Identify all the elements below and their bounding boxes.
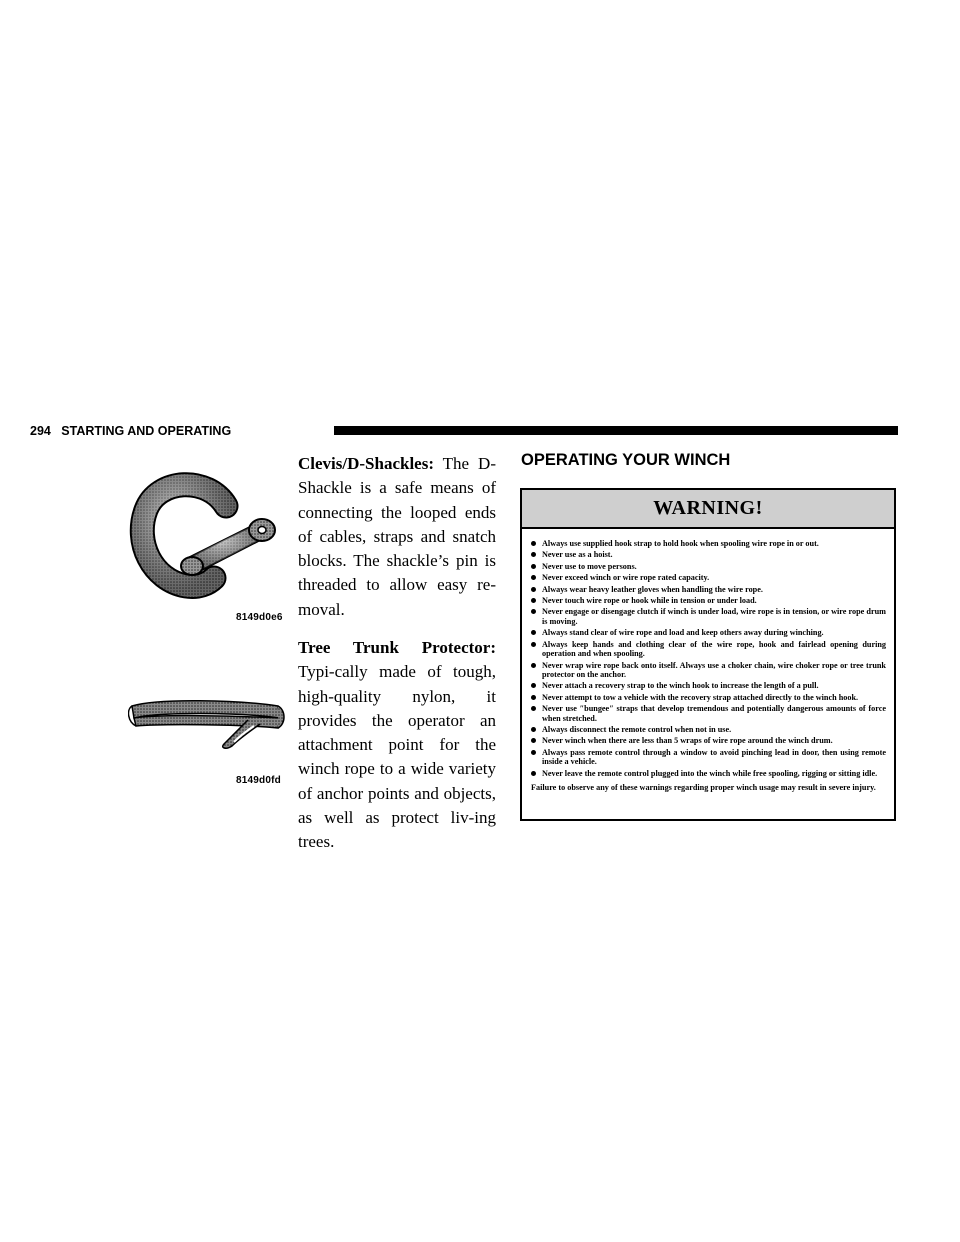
section-name: STARTING AND OPERATING <box>61 424 232 438</box>
warning-item: Never attempt to tow a vehicle with the recovery strap attached directly to the winch hook. <box>531 693 886 703</box>
warning-item: Never use to move persons. <box>531 562 886 572</box>
warning-item: Always keep hands and clothing clear of the wire rope, hook and fairlead opening during operation and when spooling. <box>531 640 886 659</box>
page-header-text <box>30 424 231 438</box>
warning-item: Always disconnect the remote control when not in use. <box>531 725 886 735</box>
warning-list <box>522 539 894 778</box>
section-title: OPERATING YOUR WINCH <box>521 451 731 469</box>
warning-item: Never wrap wire rope back onto itself. Always use a choker chain, wire choker rope or tree trunk protector on the anchor. <box>531 661 886 680</box>
warning-item: Never use as a hoist. <box>531 550 886 560</box>
warning-item: Always wear heavy leather gloves when handling the wire rope. <box>531 585 886 595</box>
warning-item: Never exceed winch or wire rope rated capacity. <box>531 573 886 583</box>
header-rule <box>334 426 898 435</box>
warning-item: Never touch wire rope or hook while in tension or under load. <box>531 596 886 606</box>
page-number: 294 <box>30 424 51 438</box>
warning-item: Always stand clear of wire rope and load and keep others away during winching. <box>531 628 886 638</box>
figure-code-shackle: 8149d0e6 <box>236 612 283 623</box>
warning-item: Never engage or disengage clutch if winch is under load, wire rope is in tension, or wire rope drum is moving. <box>531 607 886 626</box>
tree-trunk-protector-illustration <box>128 690 288 750</box>
shackle-body: The D-Shackle is a safe means of connecting the looped ends of cables, straps and snatch blocks. The shackle’s pin is threaded to allow easy re-moval. <box>298 454 496 619</box>
warning-item: Always use supplied hook strap to hold hook when spooling wire rope in or out. <box>531 539 886 549</box>
shackle-paragraph <box>298 452 496 622</box>
protector-paragraph <box>298 636 496 855</box>
warning-item: Always pass remote control through a window to avoid pinching lead in door, then using remote inside a vehicle. <box>531 748 886 767</box>
shackle-lead: Clevis/D-Shackles: <box>298 454 434 473</box>
page-header <box>30 424 898 438</box>
protector-lead: Tree Trunk Protector: <box>298 638 496 657</box>
d-shackle-illustration <box>128 470 280 605</box>
warning-box <box>520 488 896 821</box>
protector-body: Typi-cally made of tough, high-quality nylon, it provides the operator an attachment point for the winch rope to a wide variety of anchor points and objects, as well as protect liv-ing trees. <box>298 662 496 852</box>
warning-item: Never winch when there are less than 5 wraps of wire rope around the winch drum. <box>531 736 886 746</box>
warning-footer: Failure to observe any of these warnings regarding proper winch usage may result in severe injury. <box>531 783 876 793</box>
figure-code-protector: 8149d0fd <box>236 775 281 786</box>
warning-item: Never attach a recovery strap to the winch hook to increase the length of a pull. <box>531 681 886 691</box>
warning-heading: WARNING! <box>522 490 894 529</box>
warning-item: Never leave the remote control plugged into the winch while free spooling, rigging or sitting idle. <box>531 769 886 779</box>
warning-item: Never use ″bungee″ straps that develop tremendous and potentially dangerous amounts of force when stretched. <box>531 704 886 723</box>
